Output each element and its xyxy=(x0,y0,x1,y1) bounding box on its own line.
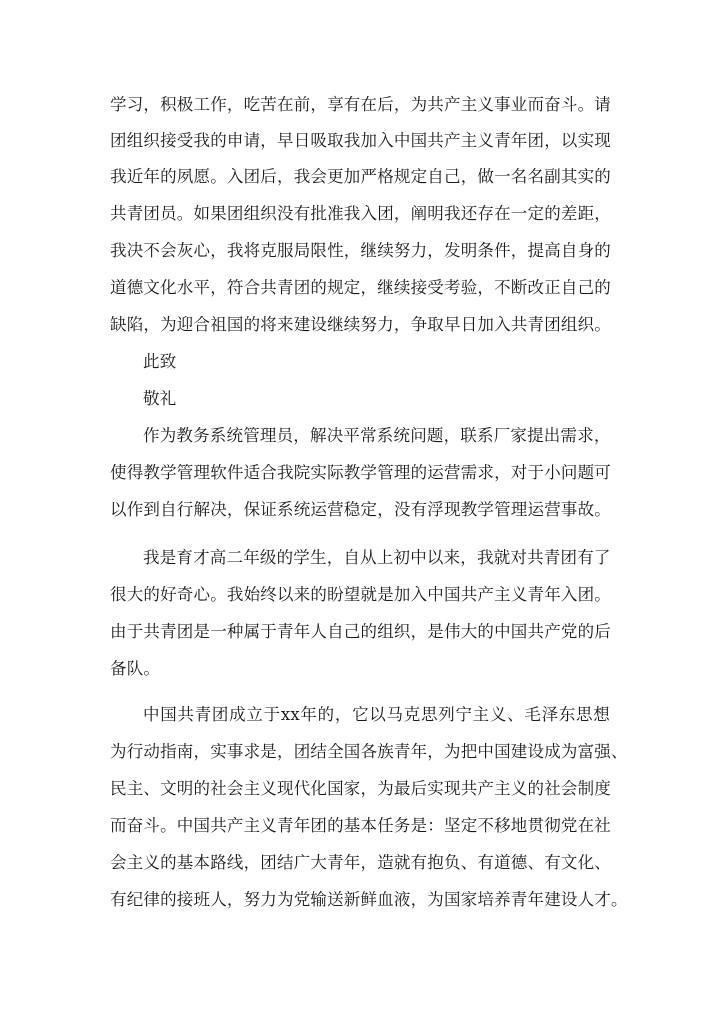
paragraph-1-line-4: 共青团员。如果团组织没有批准我入团，阐明我还存在一定的差距， xyxy=(110,204,611,223)
paragraph-3-line-4: 备队。 xyxy=(110,659,161,678)
paragraph-4-line-4: 而奋斗。中国共产主义青年团的基本任务是：坚定不移地贯彻党在社 xyxy=(110,816,611,835)
paragraph-2-line-1: 作为教务系统管理员，解决平常系统问题，联系厂家提出需求， xyxy=(143,426,611,445)
paragraph-4-line-3: 民主、文明的社会主义现代化国家，为最后实现共产主义的社会制度 xyxy=(110,779,611,798)
paragraph-4-line-2: 为行动指南，实事求是，团结全国各族青年，为把中国建设成为富强、 xyxy=(110,742,628,761)
paragraph-1-line-1: 学习，积极工作，吃苦在前，享有在后，为共产主义事业而奋斗。请 xyxy=(110,95,611,114)
paragraph-1-line-5: 我决不会灰心，我将克服局限性，继续努力，发明条件，提高自身的 xyxy=(110,241,611,260)
closing-salutation: 此致 xyxy=(143,352,177,371)
paragraph-3-line-1: 我是育才高二年级的学生，自从上初中以来，我就对共青团有了 xyxy=(143,548,611,567)
closing-regards: 敬礼 xyxy=(143,389,177,408)
paragraph-4-line-6: 有纪律的接班人，努力为党输送新鲜血液，为国家培养青年建设人才。 xyxy=(110,890,628,909)
paragraph-4-line-5: 会主义的基本路线，团结广大青年，造就有抱负、有道德、有文化、 xyxy=(110,853,611,872)
paragraph-4-line-1: 中国共青团成立于xx年的，它以马克思列宁主义、毛泽东思想 xyxy=(143,705,610,724)
paragraph-1-line-7: 缺陷，为迎合祖国的将来建设继续努力，争取早日加入共青团组织。 xyxy=(110,315,611,334)
paragraph-2-line-3: 以作到自行解决，保证系统运营稳定，没有浮现教学管理运营事故。 xyxy=(110,500,611,519)
paragraph-3-line-2: 很大的好奇心。我始终以来的盼望就是加入中国共产主义青年入团。 xyxy=(110,585,611,604)
paragraph-3-line-3: 由于共青团是一种属于青年人自己的组织，是伟大的中国共产党的后 xyxy=(110,622,611,641)
paragraph-1-line-3: 我近年的夙愿。入团后，我会更加严格规定自己，做一名名副其实的 xyxy=(110,167,611,186)
paragraph-2-line-2: 使得教学管理软件适合我院实际教学管理的运营需求，对于小问题可 xyxy=(110,463,611,482)
paragraph-1-line-6: 道德文化水平，符合共青团的规定，继续接受考验，不断改正自己的 xyxy=(110,278,611,297)
paragraph-1-line-2: 团组织接受我的申请，早日吸取我加入中国共产主义青年团，以实现 xyxy=(110,131,611,150)
